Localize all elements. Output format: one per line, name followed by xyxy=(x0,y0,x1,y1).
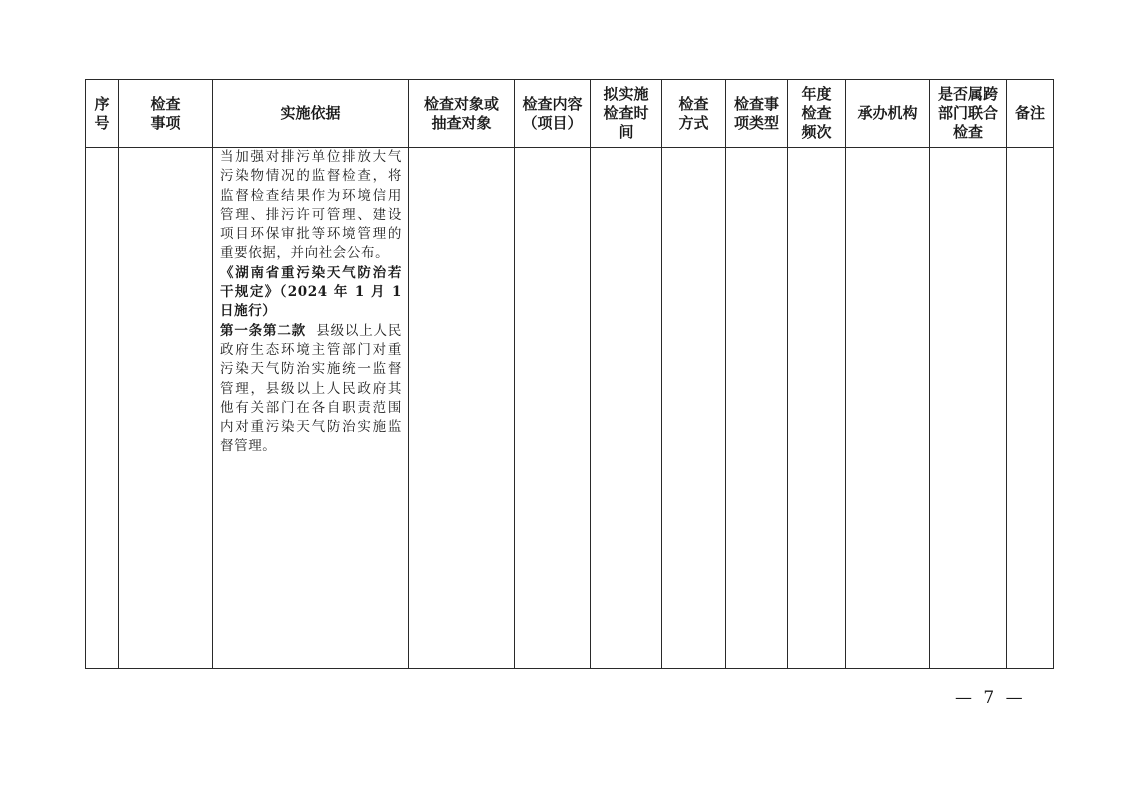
cell-seq xyxy=(86,148,119,669)
header-target: 检查对象或 抽查对象 xyxy=(409,80,515,148)
header-method: 检查 方式 xyxy=(662,80,726,148)
cell-annual-frequency xyxy=(788,148,846,669)
header-item-type: 检查事 项类型 xyxy=(726,80,788,148)
basis-paragraph: 当加强对排污单位排放大气污染物情况的监督检查，将监督检查结果作为环境信用管理、排污许可管理、建设项目环保审批等环境管理的重要依据，并向社会公布。 xyxy=(220,149,402,262)
cell-item-type xyxy=(726,148,788,669)
basis-text xyxy=(220,148,402,457)
regulation-title: 《湖南省重污染天气防治若干规定》（2024 年 1 月 1 日施行） xyxy=(220,264,402,320)
inspection-table xyxy=(85,79,1054,669)
header-inspection-item: 检查 事项 xyxy=(119,80,213,148)
cell-method xyxy=(662,148,726,669)
header-basis: 实施依据 xyxy=(213,80,409,148)
header-planned-time: 拟实施 检查时 间 xyxy=(591,80,662,148)
cell-target xyxy=(409,148,515,669)
header-content: 检查内容 （项目） xyxy=(515,80,591,148)
header-remark: 备注 xyxy=(1007,80,1054,148)
table-row xyxy=(86,148,1054,669)
cell-joint-inspection xyxy=(930,148,1007,669)
article-label: 第一条第二款 xyxy=(220,322,306,339)
header-annual-frequency: 年度 检查 频次 xyxy=(788,80,846,148)
cell-remark xyxy=(1007,148,1054,669)
header-organizer: 承办机构 xyxy=(846,80,930,148)
header-seq: 序 号 xyxy=(86,80,119,148)
table-header-row xyxy=(86,80,1054,148)
cell-basis xyxy=(213,148,409,669)
cell-inspection-item xyxy=(119,148,213,669)
article-text: 县级以上人民政府生态环境主管部门对重污染天气防治实施统一监督管理，县级以上人民政府其他有关部门在各自职责范围内对重污染天气防治实施监督管理。 xyxy=(220,322,402,455)
cell-planned-time xyxy=(591,148,662,669)
page-number: — 7 — xyxy=(955,688,1026,708)
cell-organizer xyxy=(846,148,930,669)
header-joint-inspection: 是否属跨 部门联合 检查 xyxy=(930,80,1007,148)
cell-content xyxy=(515,148,591,669)
